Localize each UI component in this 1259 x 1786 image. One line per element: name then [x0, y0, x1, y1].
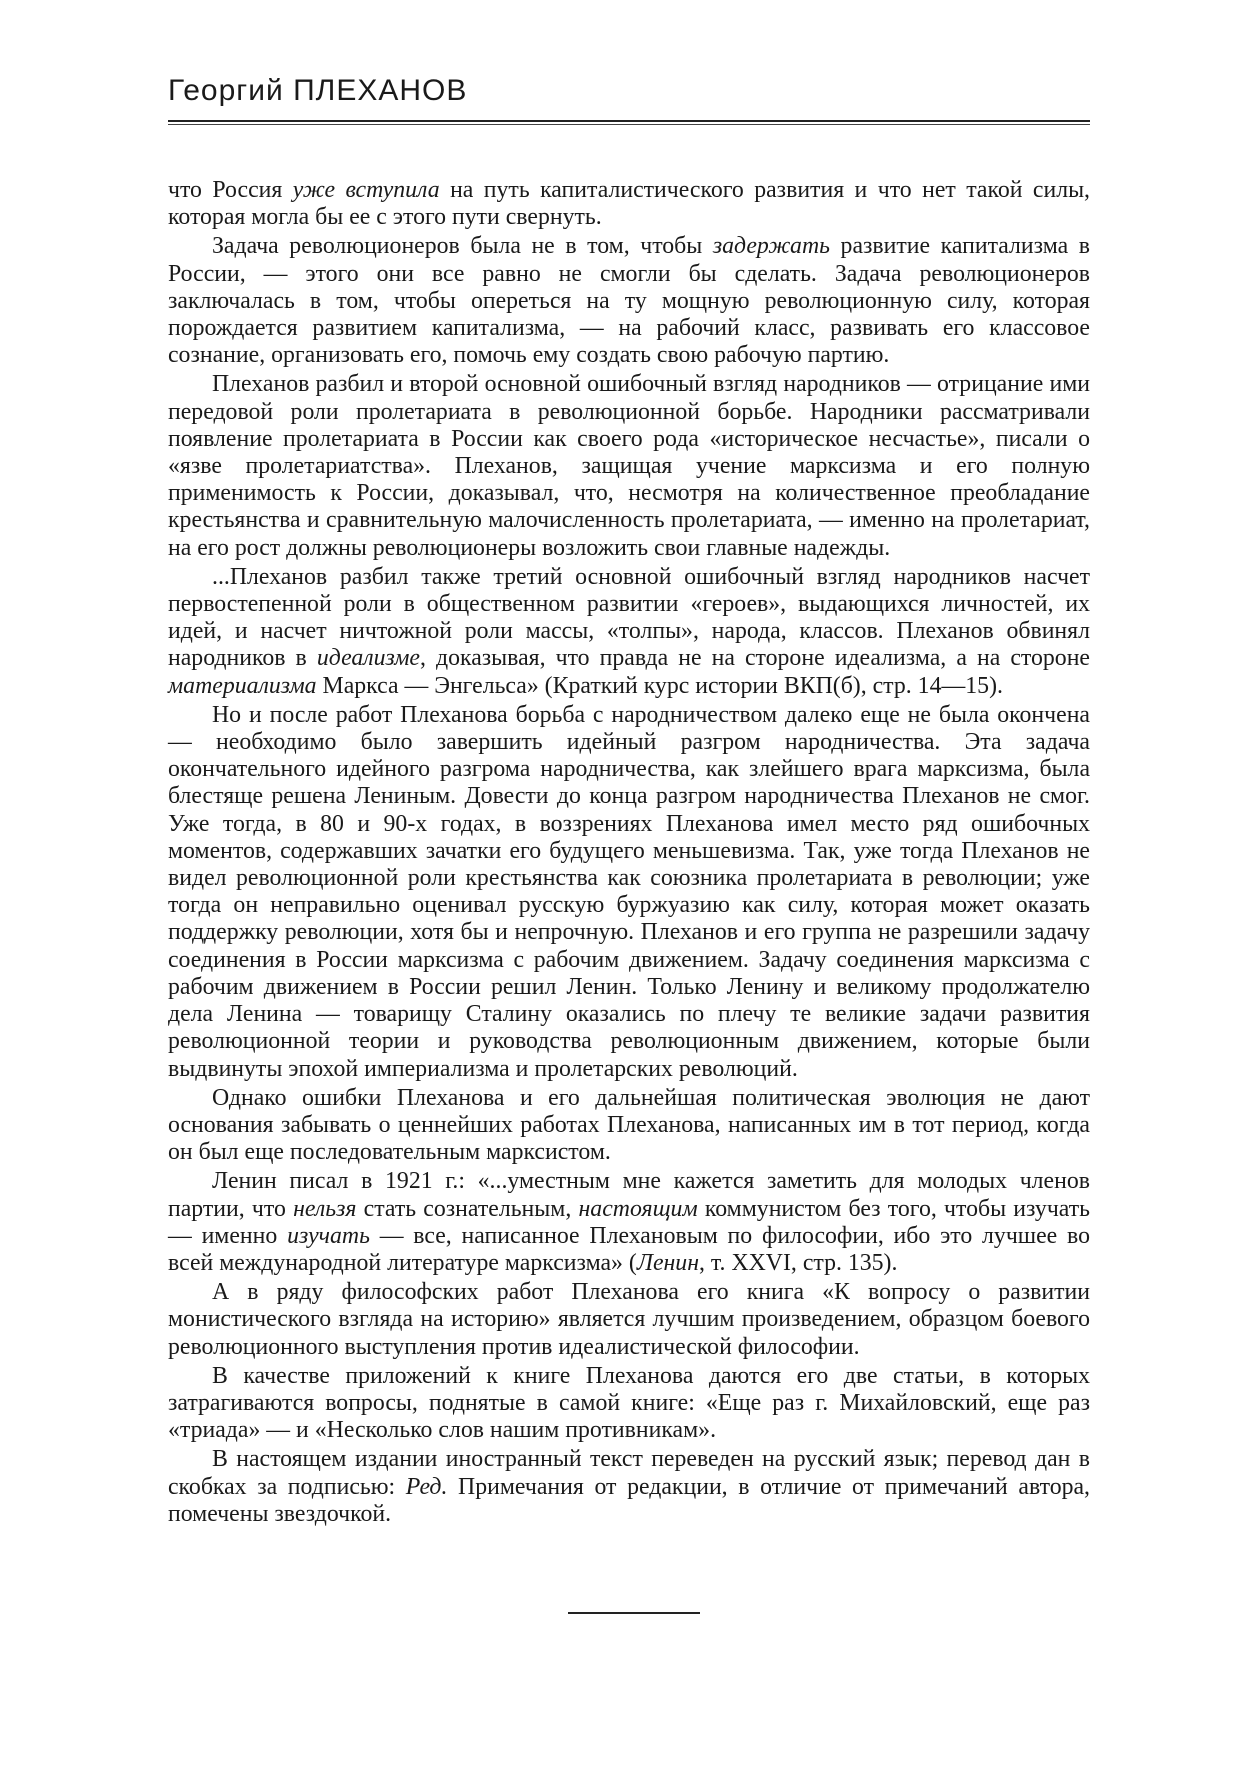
italic-emphasis: материализма [168, 672, 317, 699]
text-run: В настоящем издании иностранный текст переведен на русский язык; перевод дан в скобках за подписью: [168, 1446, 1090, 1500]
text-run: Плеханов разбил и второй основной ошибочный взгляд народников — отрицание ими передовой роли пролетариата в революционной борьбе. Народники рассматривали появление пролетариата в России как своего рода «историческое несчастье», писали о «язве пролетариатства». Плеханов, защищая учение марксизма и его полную применимость к России, доказывал, что, несмотря на количественное преобладание крестьянства и сравнительную малочисленность пролетариата, — именно на пролетариат, на его рост должны революционеры возложить свои главные надежды. [168, 371, 1090, 561]
paragraph [168, 233, 1090, 369]
text-run: В качестве приложений к книге Плеханова даются его две статьи, в которых затрагиваются вопросы, поднятые в самой книге: «Еще раз г. Михайловский, еще раз «триада» — и «Несколько слов нашим противникам». [168, 1362, 1090, 1444]
italic-emphasis: настоящим [578, 1195, 698, 1222]
paragraph [168, 1168, 1090, 1277]
text-run: , доказывая, что правда не на стороне идеализма, а на стороне [419, 645, 1090, 672]
text-run: — все, написанное Плехановым по философии, ибо это лучшее во всей международной литературе марксизма» ( [168, 1222, 1090, 1276]
text-run: стать сознательным, [356, 1195, 579, 1222]
italic-emphasis: Ред. [405, 1473, 448, 1500]
text-run: Однако ошибки Плеханова и его дальнейшая политическая эволюция не дают основания забывать о ценнейших работах Плеханова, написанных им в тот период, когда он был еще последовательным марксистом. [168, 1084, 1090, 1166]
body-text [168, 177, 1090, 1528]
header-rule-thin [168, 124, 1090, 125]
running-head-title: Георгий ПЛЕХАНОВ [168, 74, 468, 107]
paragraph [168, 1363, 1090, 1445]
italic-emphasis: идеализме [316, 645, 420, 672]
text-run: ...Плеханов разбил также третий основной ошибочный взгляд народников насчет первостепенной роли в общественном развитии «героев», выдающихся личностей, их идей, и насчет ничтожной роли массы, «толпы», народа, классов. Плеханов обвинял народников в [168, 563, 1090, 672]
paragraph [168, 1446, 1090, 1528]
italic-emphasis: задержать [712, 233, 830, 260]
header-rule [168, 120, 1090, 122]
paragraph [168, 371, 1090, 561]
italic-emphasis: изучать [287, 1222, 370, 1249]
text-run: развитие капитализма в России, — этого они все равно не смогли бы сделать. Задача революционеров заключалась в том, чтобы опереться на ту мощную революционную силу, которая порождается развитием капитализма, — на рабочий класс, развивать его классовое сознание, организовать его, помочь ему создать свою рабочую партию. [168, 233, 1090, 369]
italic-emphasis: Ленин [636, 1249, 700, 1276]
text-run: на путь капиталистического развития и что нет такой силы, которая могла бы ее с этого пути свернуть. [168, 177, 1091, 231]
paragraph [168, 702, 1090, 1083]
paragraph [168, 1279, 1090, 1361]
text-run: Ленин писал в 1921 г.: «...уместным мне кажется заметить для молодых членов партии, что [168, 1168, 1090, 1222]
text-run: что Россия [168, 177, 293, 203]
paragraph [168, 1085, 1090, 1167]
italic-emphasis: нельзя [293, 1195, 357, 1222]
italic-emphasis: уже вступила [292, 177, 440, 203]
end-rule [568, 1612, 700, 1614]
text-run: коммунистом без того, чтобы изучать — именно [168, 1195, 1090, 1249]
text-run: Примечания от редакции, в отличие от примечаний автора, помечены звездочкой. [168, 1473, 1090, 1527]
text-run: Задача революционеров была не в том, чтобы [212, 233, 713, 260]
text-run: Маркса — Энгельса» (Краткий курс истории ВКП(б), стр. 14—15). [316, 672, 1003, 699]
text-run: , т. XXVI, стр. 135). [699, 1249, 898, 1276]
text-run: А в ряду философских работ Плеханова его книга «К вопросу о развитии монистического взгляда на историю» является лучшим произведением, образцом боевого революционного выступления против идеалистической философии. [168, 1279, 1090, 1360]
text-run: Но и после работ Плеханова борьба с народничеством далеко еще не была окончена — необходимо было завершить идейный разгром народничества. Эта задача окончательного идейного разгрома народничества, как злейшего врага марксизма, была блестяще решена Лениным. Довести до конца разгром народничества Плеханов не смог. Уже тогда, в 80 и 90-х годах, в воззрениях Плеханова имел место ряд ошибочных моментов, содержавших зачатки его будущего меньшевизма. Так, уже тогда Плеханов не видел революционной роли крестьянства как союзника пролетариата в революции; уже тогда он неправильно оценивал русскую буржуазию как силу, которая может оказать поддержку революции, хотя бы и непрочную. Плеханов и его группа не разрешили задачу соединения в России марксизма с рабочим движением. Задачу соединения марксизма с рабочим движением в России решил Ленин. Только Ленину и великому продолжателю дела Ленина — товарищу Сталину оказались по плечу те великие задачи развития революционной теории и руководства революционным движением, которые были выдвинуты эпохой империализма и пролетарских революций. [168, 701, 1090, 1082]
paragraph [168, 177, 1090, 231]
paragraph [168, 564, 1090, 700]
